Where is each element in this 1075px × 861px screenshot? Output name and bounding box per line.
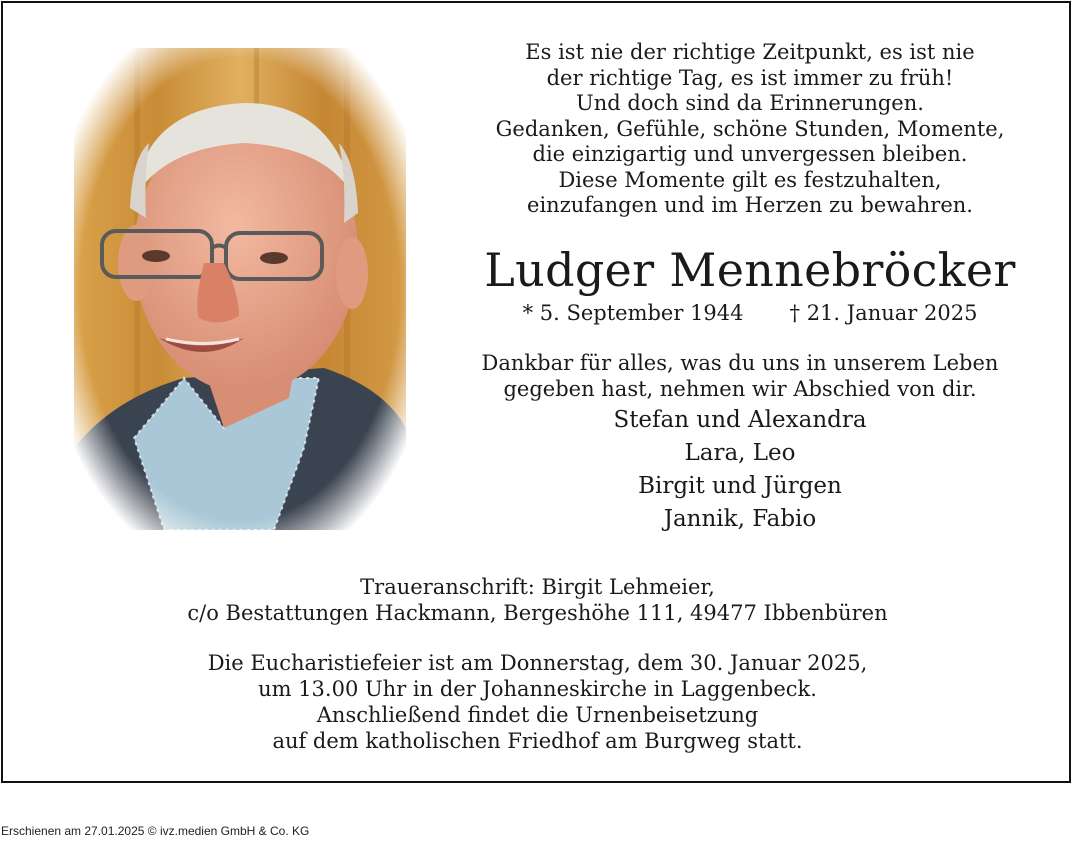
mourning-address (100, 574, 975, 626)
address-line: Traueranschrift: Birgit Lehmeier, (360, 575, 715, 599)
death-date: † 21. Januar 2025 (789, 301, 978, 325)
poem-line: Und doch sind da Erinnerungen. (576, 91, 924, 115)
mourner-entry: Stefan und Alexandra (613, 407, 867, 433)
service-line: auf dem katholischen Friedhof am Burgweg statt. (272, 729, 803, 753)
portrait-photo (74, 48, 406, 530)
mourners-list (560, 404, 920, 536)
gratitude-line: gegeben hast, nehmen wir Abschied von dir. (503, 377, 977, 401)
address-line: c/o Bestattungen Hackmann, Bergeshöhe 111, 49477 Ibbenbüren (187, 601, 888, 625)
poem-line: Es ist nie der richtige Zeitpunkt, es ist nie (525, 40, 975, 64)
gratitude-text (450, 350, 1030, 402)
memorial-poem (470, 40, 1030, 219)
mourner-entry: Jannik, Fabio (663, 506, 817, 532)
service-info (100, 650, 975, 754)
poem-line: Gedanken, Gefühle, schöne Stunden, Momente, (495, 116, 1005, 141)
service-line: Anschließend findet die Urnenbeisetzung (316, 703, 759, 727)
gratitude-line: Dankbar für alles, was du uns in unserem Leben (481, 351, 999, 375)
poem-line: der richtige Tag, es ist immer zu früh! (546, 65, 954, 90)
poem-line: einzufangen und im Herzen zu bewahren. (527, 193, 973, 217)
deceased-name: Ludger Mennebröcker (484, 243, 1016, 297)
birth-date: * 5. September 1944 (522, 301, 744, 325)
mourner-entry: Lara, Leo (684, 440, 796, 466)
publication-footer: Erschienen am 27.01.2025 © ivz.medien GmbH & Co. KG (1, 824, 310, 838)
life-dates (470, 298, 1030, 328)
poem-line: die einzigartig und unvergessen bleiben. (532, 142, 968, 166)
service-line: um 13.00 Uhr in der Johanneskirche in Laggenbeck. (258, 677, 817, 701)
mourner-entry: Birgit und Jürgen (638, 473, 842, 499)
service-line: Die Eucharistiefeier ist am Donnerstag, dem 30. Januar 2025, (207, 651, 868, 675)
poem-line: Diese Momente gilt es festzuhalten, (558, 167, 942, 192)
